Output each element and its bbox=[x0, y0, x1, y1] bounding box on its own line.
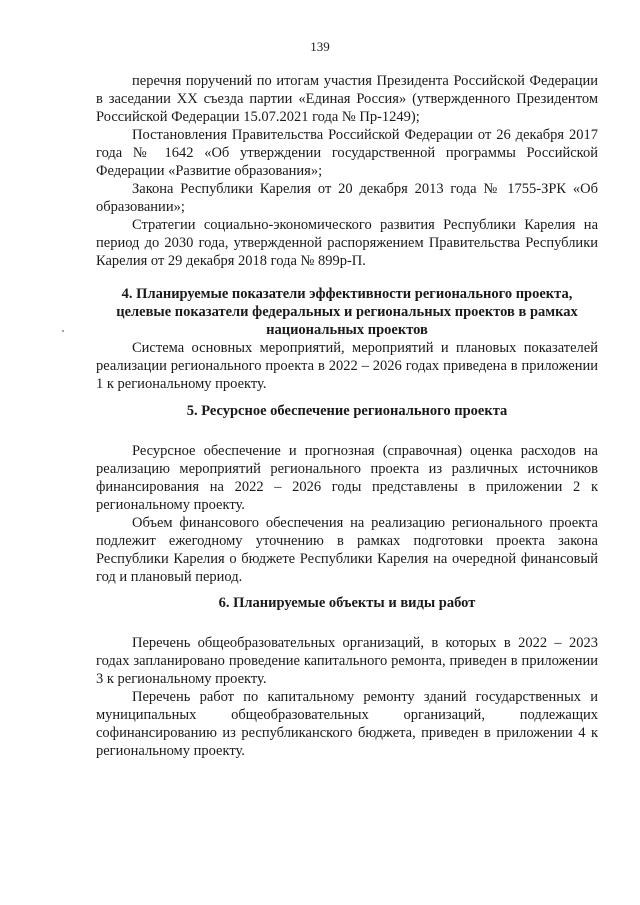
page-number: 139 bbox=[310, 39, 330, 54]
margin-dot bbox=[62, 330, 64, 332]
section-4-paragraph: Система основных мероприятий, мероприятий и плановых показателей реализации регионального проекта в 2022 – 2026 годах приведена в приложении 1 к региональному проекту. bbox=[96, 340, 598, 392]
section-5-paragraph: Ресурсное обеспечение и прогнозная (справочная) оценка расходов на реализацию мероприятий регионального проекта из различных источников финансирования на 2022 – 2026 годы представлены в приложении 2 к региональному проекту. bbox=[96, 443, 598, 513]
section-4-heading: 4. Планируемые показатели эффективности регионального проекта, целевые показатели федеральных и региональных проектов в рамках национальных проектов bbox=[116, 286, 578, 338]
section-5-paragraph: Объем финансового обеспечения на реализацию регионального проекта подлежит ежегодному уточнению в рамках подготовки проекта закона Республики Карелия о бюджете Республики Карелия на очередной финансовый год и плановый период. bbox=[96, 515, 598, 585]
basis-list bbox=[96, 72, 598, 270]
list-item: перечня поручений по итогам участия Президента Российской Федерации в заседании XX съезда партии «Единая Россия» (утвержденного Президентом Российской Федерации 15.07.2021 года № Пр-1249); bbox=[96, 73, 598, 125]
section-5 bbox=[96, 402, 598, 586]
list-item: Закона Республики Карелия от 20 декабря 2013 года № 1755-ЗРК «Об образовании»; bbox=[96, 181, 598, 215]
section-4 bbox=[96, 285, 598, 393]
list-item: Постановления Правительства Российской Федерации от 26 декабря 2017 года № 1642 «Об утверждении государственной программы Российской Федерации «Развитие образования»; bbox=[96, 127, 598, 179]
list-item: Стратегии социально-экономического развития Республики Карелия на период до 2030 года, утвержденной распоряжением Правительства Республики Карелия от 29 декабря 2018 года № 899р-П. bbox=[96, 217, 598, 269]
section-5-heading: 5. Ресурсное обеспечение регионального проекта bbox=[186, 403, 508, 419]
section-6-paragraph: Перечень работ по капитальному ремонту зданий государственных и муниципальных общеобразовательных организаций, подлежащих софинансированию из республиканского бюджета, приведен в приложении 4 к региональному проекту. bbox=[96, 689, 598, 759]
section-6 bbox=[96, 594, 598, 760]
section-6-paragraph: Перечень общеобразовательных организаций, в которых в 2022 – 2023 годах запланировано проведение капитального ремонта, приведен в приложении 3 к региональному проекту. bbox=[96, 635, 598, 687]
section-6-heading: 6. Планируемые объекты и виды работ bbox=[218, 595, 476, 611]
